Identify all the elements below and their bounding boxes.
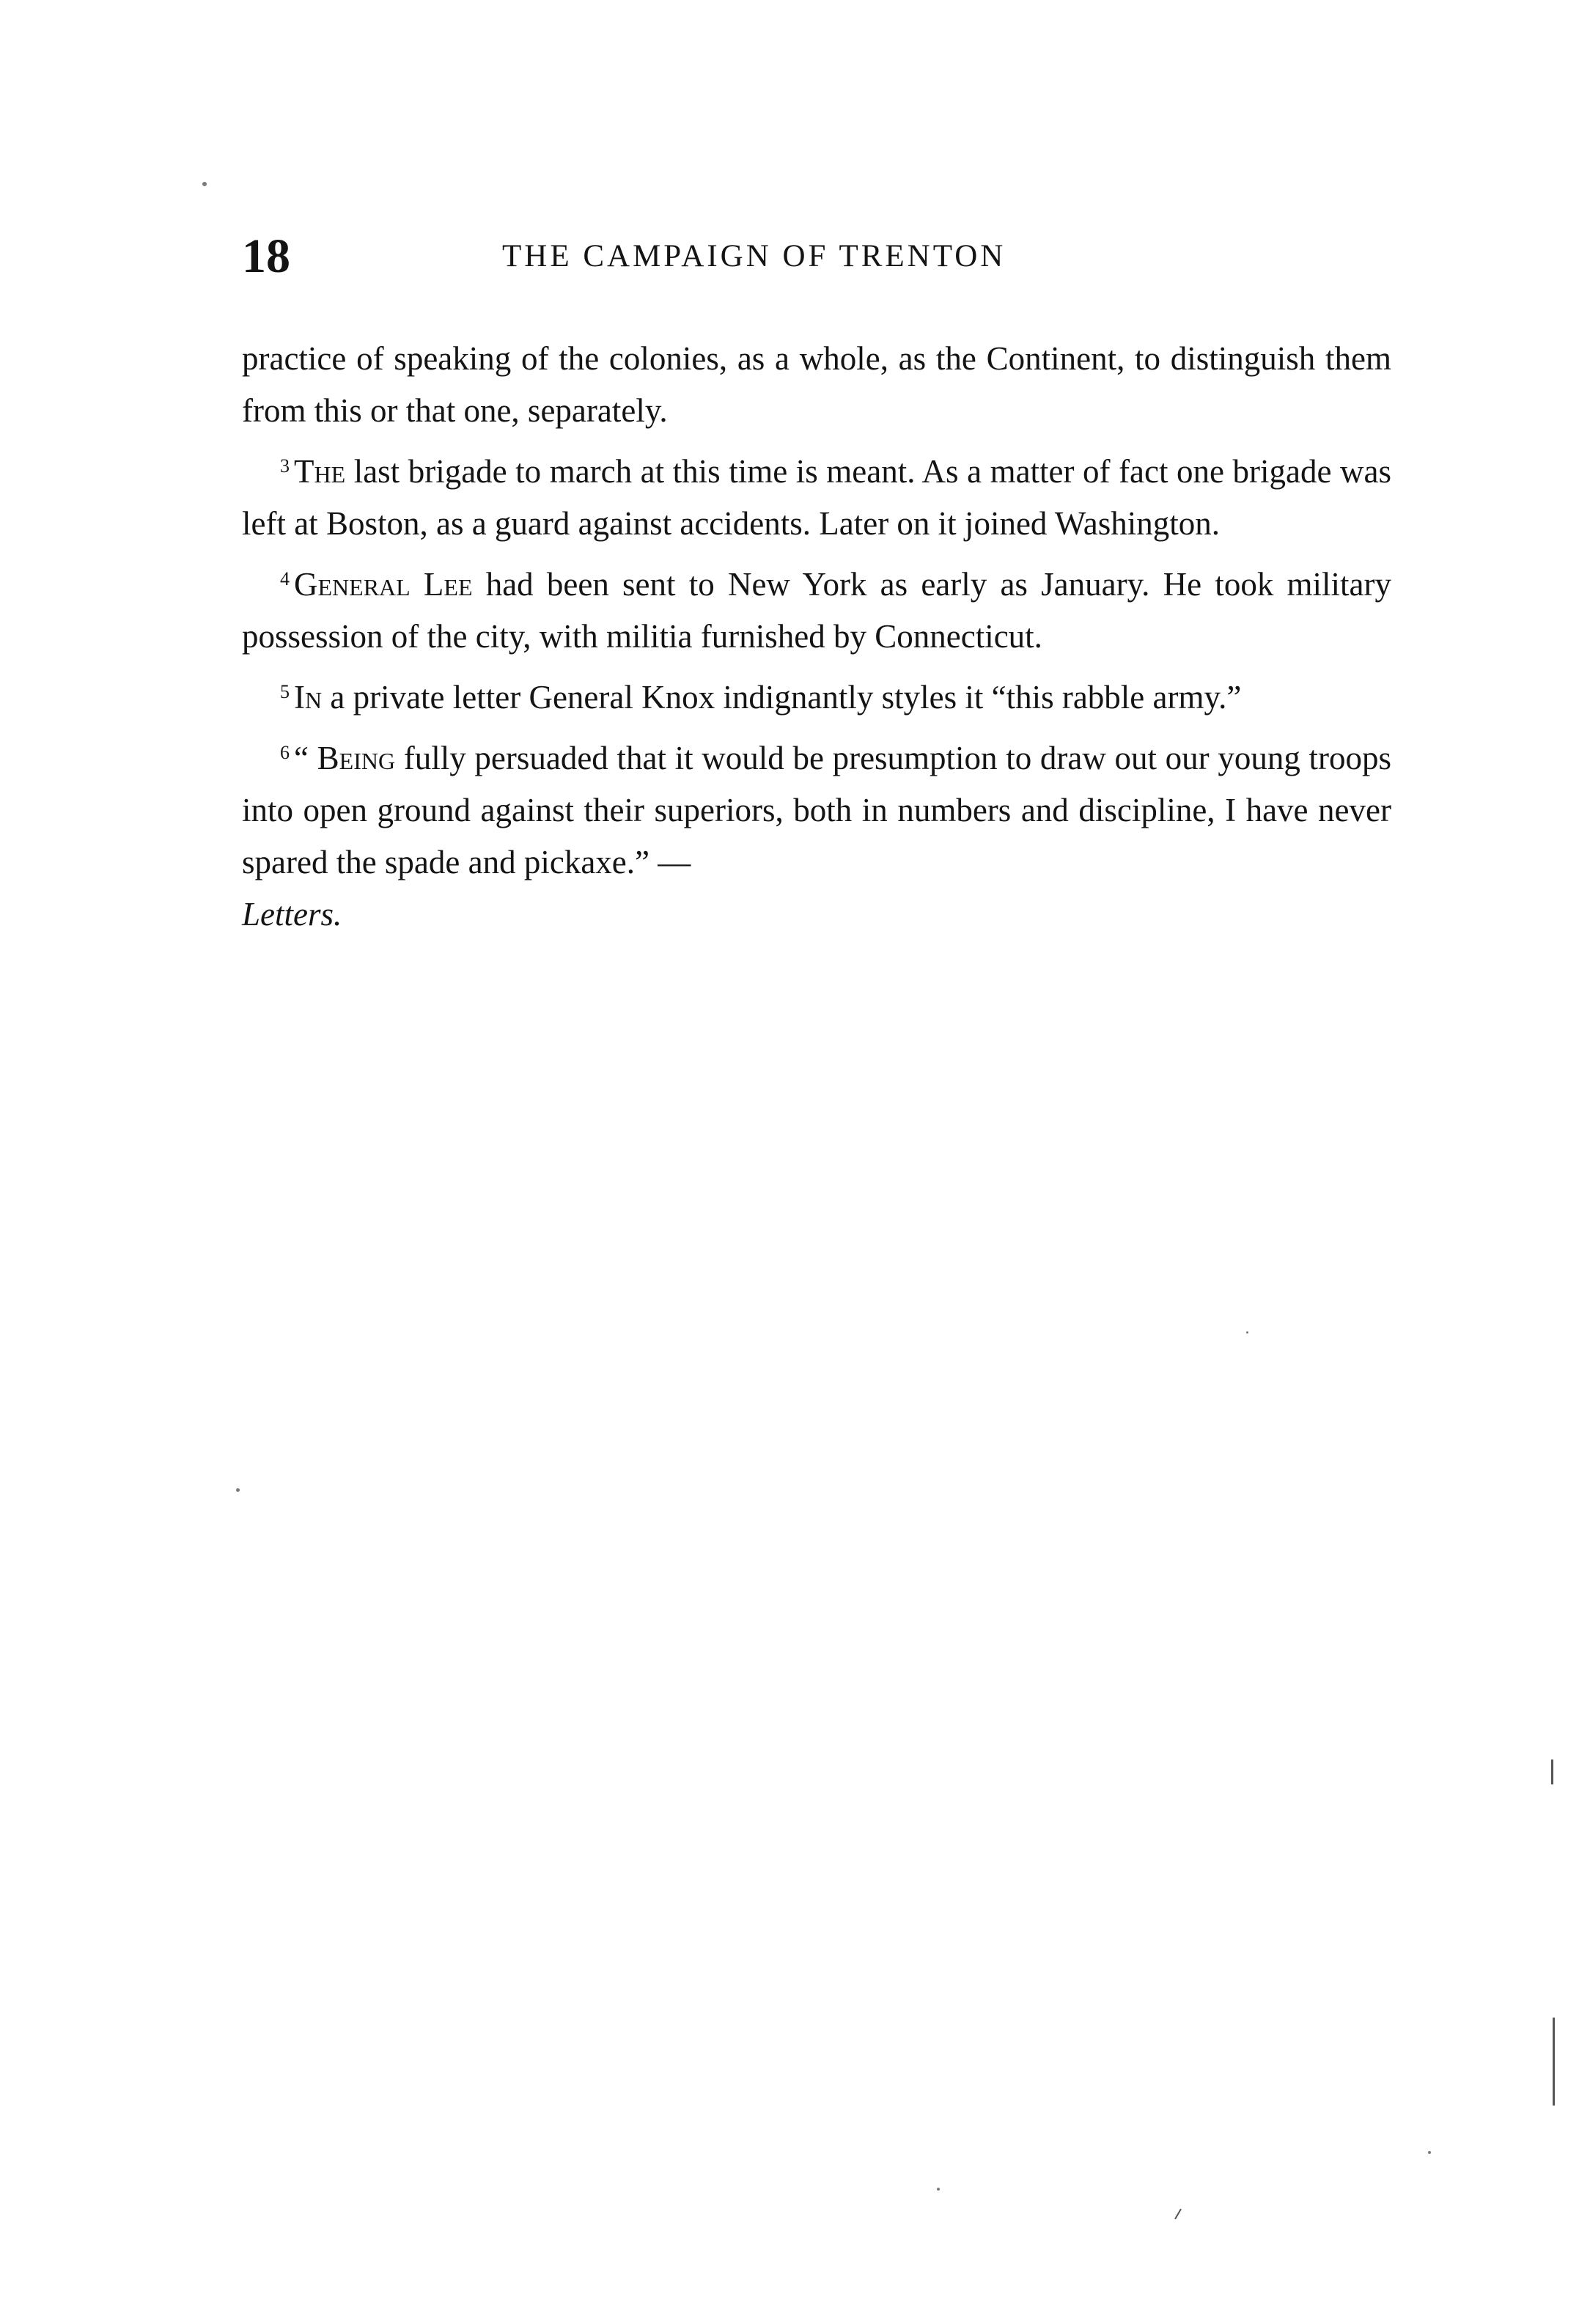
scan-speck: [1428, 2151, 1431, 2154]
footnote-marker: 3: [280, 455, 290, 477]
footnote-continuation: [242, 333, 1391, 437]
running-title: THE CAMPAIGN OF TRENTON: [502, 239, 1006, 273]
footnote-text: last brigade to march at this time is meant. As a matter of fact one brigade was left at Boston, as a guard against accidents. Later on it joined Washington.: [242, 453, 1391, 542]
footnote-5: [242, 666, 1391, 724]
scan-mark: [1174, 2209, 1182, 2220]
footnote-marker: 6: [280, 742, 290, 763]
footnote-lead: In: [294, 679, 323, 716]
footnotes: [242, 333, 1391, 944]
scan-speck: [937, 2188, 940, 2191]
footnote-lead: “ Being: [294, 740, 396, 776]
page-number: 18: [242, 229, 290, 283]
footnote-marker: 4: [280, 568, 290, 589]
scan-mark: [1553, 2018, 1555, 2106]
footnote-4: [242, 553, 1391, 663]
footnote-text: had been sent to New York as early as January. He took military possession of the city, with militia furnished by Connecticut.: [242, 566, 1391, 655]
footnote-text: a private letter General Knox indignantly styles it “this rabble army.”: [322, 679, 1242, 716]
scan-speck: [1246, 1331, 1248, 1334]
footnote-3: [242, 440, 1391, 550]
footnote-marker: 5: [280, 681, 290, 702]
running-head: [242, 224, 1393, 290]
footnote-6: [242, 727, 1391, 941]
scan-speck: [236, 1488, 240, 1492]
scan-speck: [202, 182, 207, 186]
footnote-lead: General Lee: [294, 566, 473, 603]
footnote-text: practice of speaking of the colonies, as a whole, as the Continent, to distinguish them from this or that one, separately.: [242, 340, 1391, 429]
scan-mark: [1551, 1759, 1553, 1784]
footnote-text: fully persuaded that it would be presumption to draw out our young troops into open ground against their superiors, both in numbers and discipline, I have never spared the spade and pickaxe.” —: [242, 740, 1391, 880]
footnote-lead: The: [294, 453, 346, 490]
footnote-source: Letters.: [242, 896, 342, 933]
